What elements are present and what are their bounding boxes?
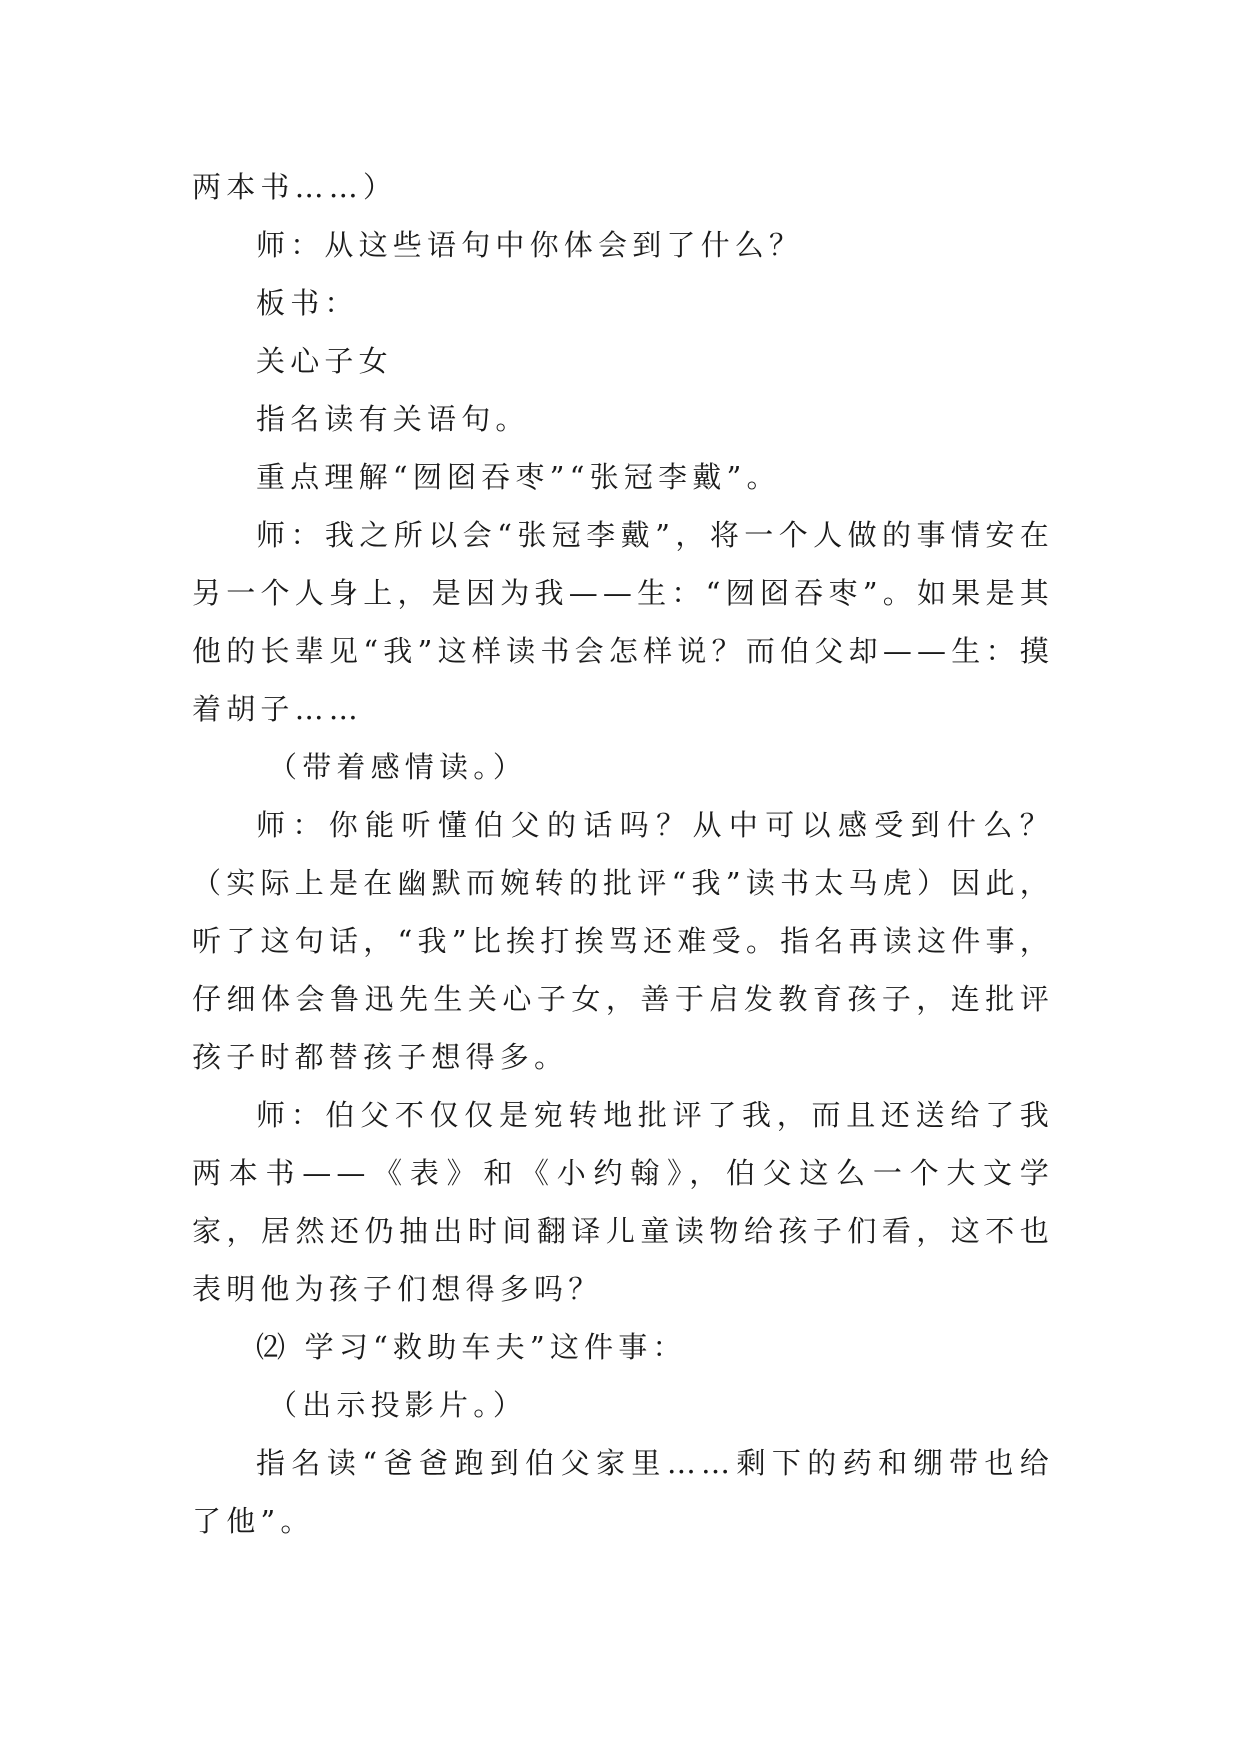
document-page: [192, 158, 1054, 1550]
paragraph-teacher-question: 师：从这些语句中你体会到了什么？: [256, 228, 804, 262]
paragraph-key-idioms: 重点理解“囫囵吞枣”“张冠李戴”。: [256, 460, 781, 494]
paragraph-blackboard-label: 板书：: [256, 286, 359, 320]
paragraph-read-with-emotion: （带着感情读。）: [268, 750, 528, 784]
paragraph-read-sentences: 指名读有关语句。: [256, 402, 530, 436]
paragraph-teacher-understanding: 师：你能听懂伯父的话吗？从中可以感受到什么？（实际上是在幽默而婉转的批评“我”读书太马虎）因此，听了这句话，“我”比挨打挨骂还难受。指名再读这件事，仔细体会鲁迅先生关心子女，善于启发教育孩子，连批评孩子时都替孩子想得多。: [192, 808, 1054, 1074]
paragraph-section-heading: ⑵ 学习“救助车夫”这件事：: [256, 1330, 687, 1364]
paragraph-blackboard-content: 关心子女: [256, 344, 393, 378]
paragraph-read-passage: 指名读“爸爸跑到伯父家里……剩下的药和绷带也给了他”。: [192, 1446, 1054, 1538]
paragraph-continuation: 两本书……）: [192, 170, 398, 204]
paragraph-show-slide: （出示投影片。）: [268, 1388, 528, 1422]
paragraph-teacher-explanation: 师：我之所以会“张冠李戴”，将一个人做的事情安在另一个人身上，是因为我——生：“囫囵吞枣”。如果是其他的长辈见“我”这样读书会怎样说？而伯父却——生：摸着胡子……: [192, 518, 1054, 726]
paragraph-teacher-books: 师：伯父不仅仅是宛转地批评了我，而且还送给了我两本书——《表》和《小约翰》，伯父这么一个大文学家，居然还仍抽出时间翻译儿童读物给孩子们看，这不也表明他为孩子们想得多吗？: [192, 1098, 1054, 1306]
